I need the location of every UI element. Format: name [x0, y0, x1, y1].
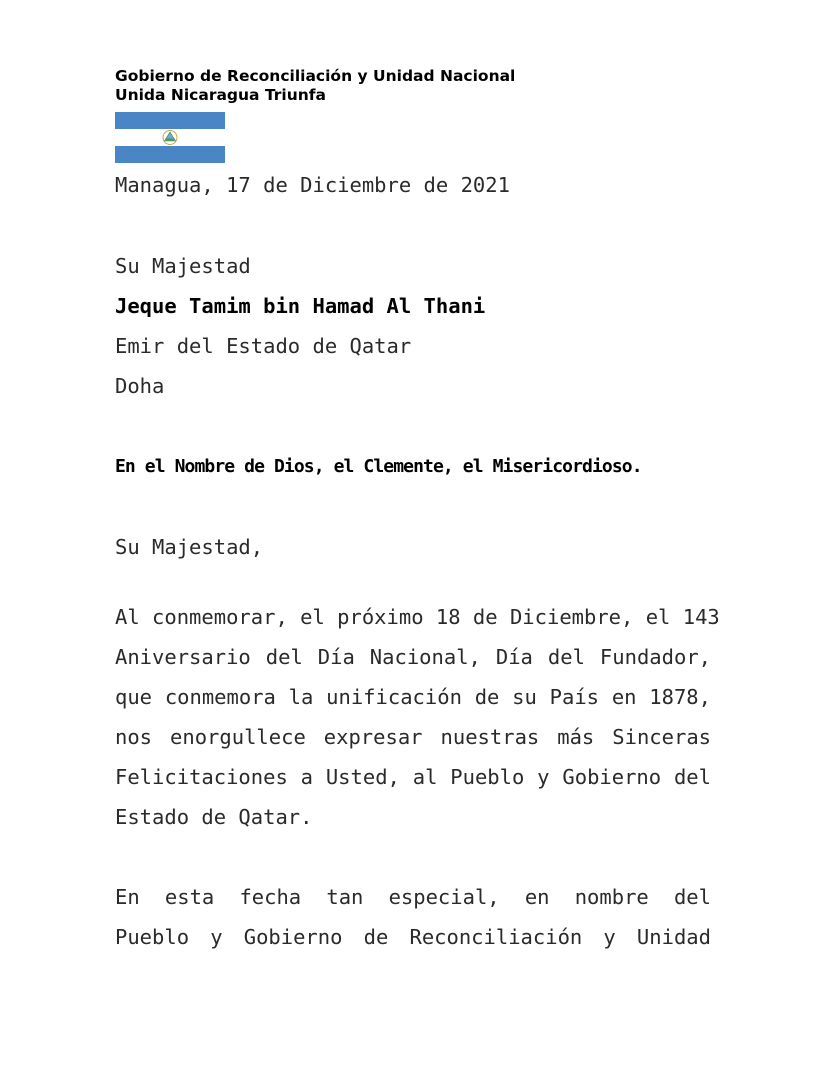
paragraph-line: Al conmemorar, el próximo 18 de Diciembre, el 143 [115, 605, 720, 629]
invocation: En el Nombre de Dios, el Clemente, el Misericordioso. [115, 456, 642, 477]
paragraph-line: Estado de Qatar. [115, 805, 313, 829]
paragraph-line: Aniversario del Día Nacional, Día del Fundador, [115, 645, 711, 669]
paragraph-line: nos enorgullece expresar nuestras más Sinceras [115, 725, 711, 749]
recipient-name: Jeque Tamim bin Hamad Al Thani [115, 294, 486, 318]
paragraph-line: En esta fecha tan especial, en nombre del [115, 885, 711, 909]
recipient-salutation: Su Majestad [115, 254, 251, 278]
nicaragua-flag-icon [115, 112, 225, 163]
paragraph-line: Pueblo y Gobierno de Reconciliación y Unidad [115, 925, 711, 949]
flag-top-stripe [115, 112, 225, 129]
letterhead [115, 67, 515, 105]
letterhead-slogan: Unida Nicaragua Triunfa [115, 86, 327, 104]
recipient-city: Doha [115, 374, 165, 398]
letter-date: Managua, 17 de Diciembre de 2021 [115, 173, 510, 197]
recipient-title: Emir del Estado de Qatar [115, 334, 412, 358]
paragraph-line: que conmemora la unificación de su País en 1878, [115, 685, 711, 709]
paragraph-line: Felicitaciones a Usted, al Pueblo y Gobierno del [115, 765, 711, 789]
greeting: Su Majestad, [115, 535, 264, 559]
flag-bottom-stripe [115, 146, 225, 163]
letterhead-government: Gobierno de Reconciliación y Unidad Nacional [115, 67, 516, 85]
